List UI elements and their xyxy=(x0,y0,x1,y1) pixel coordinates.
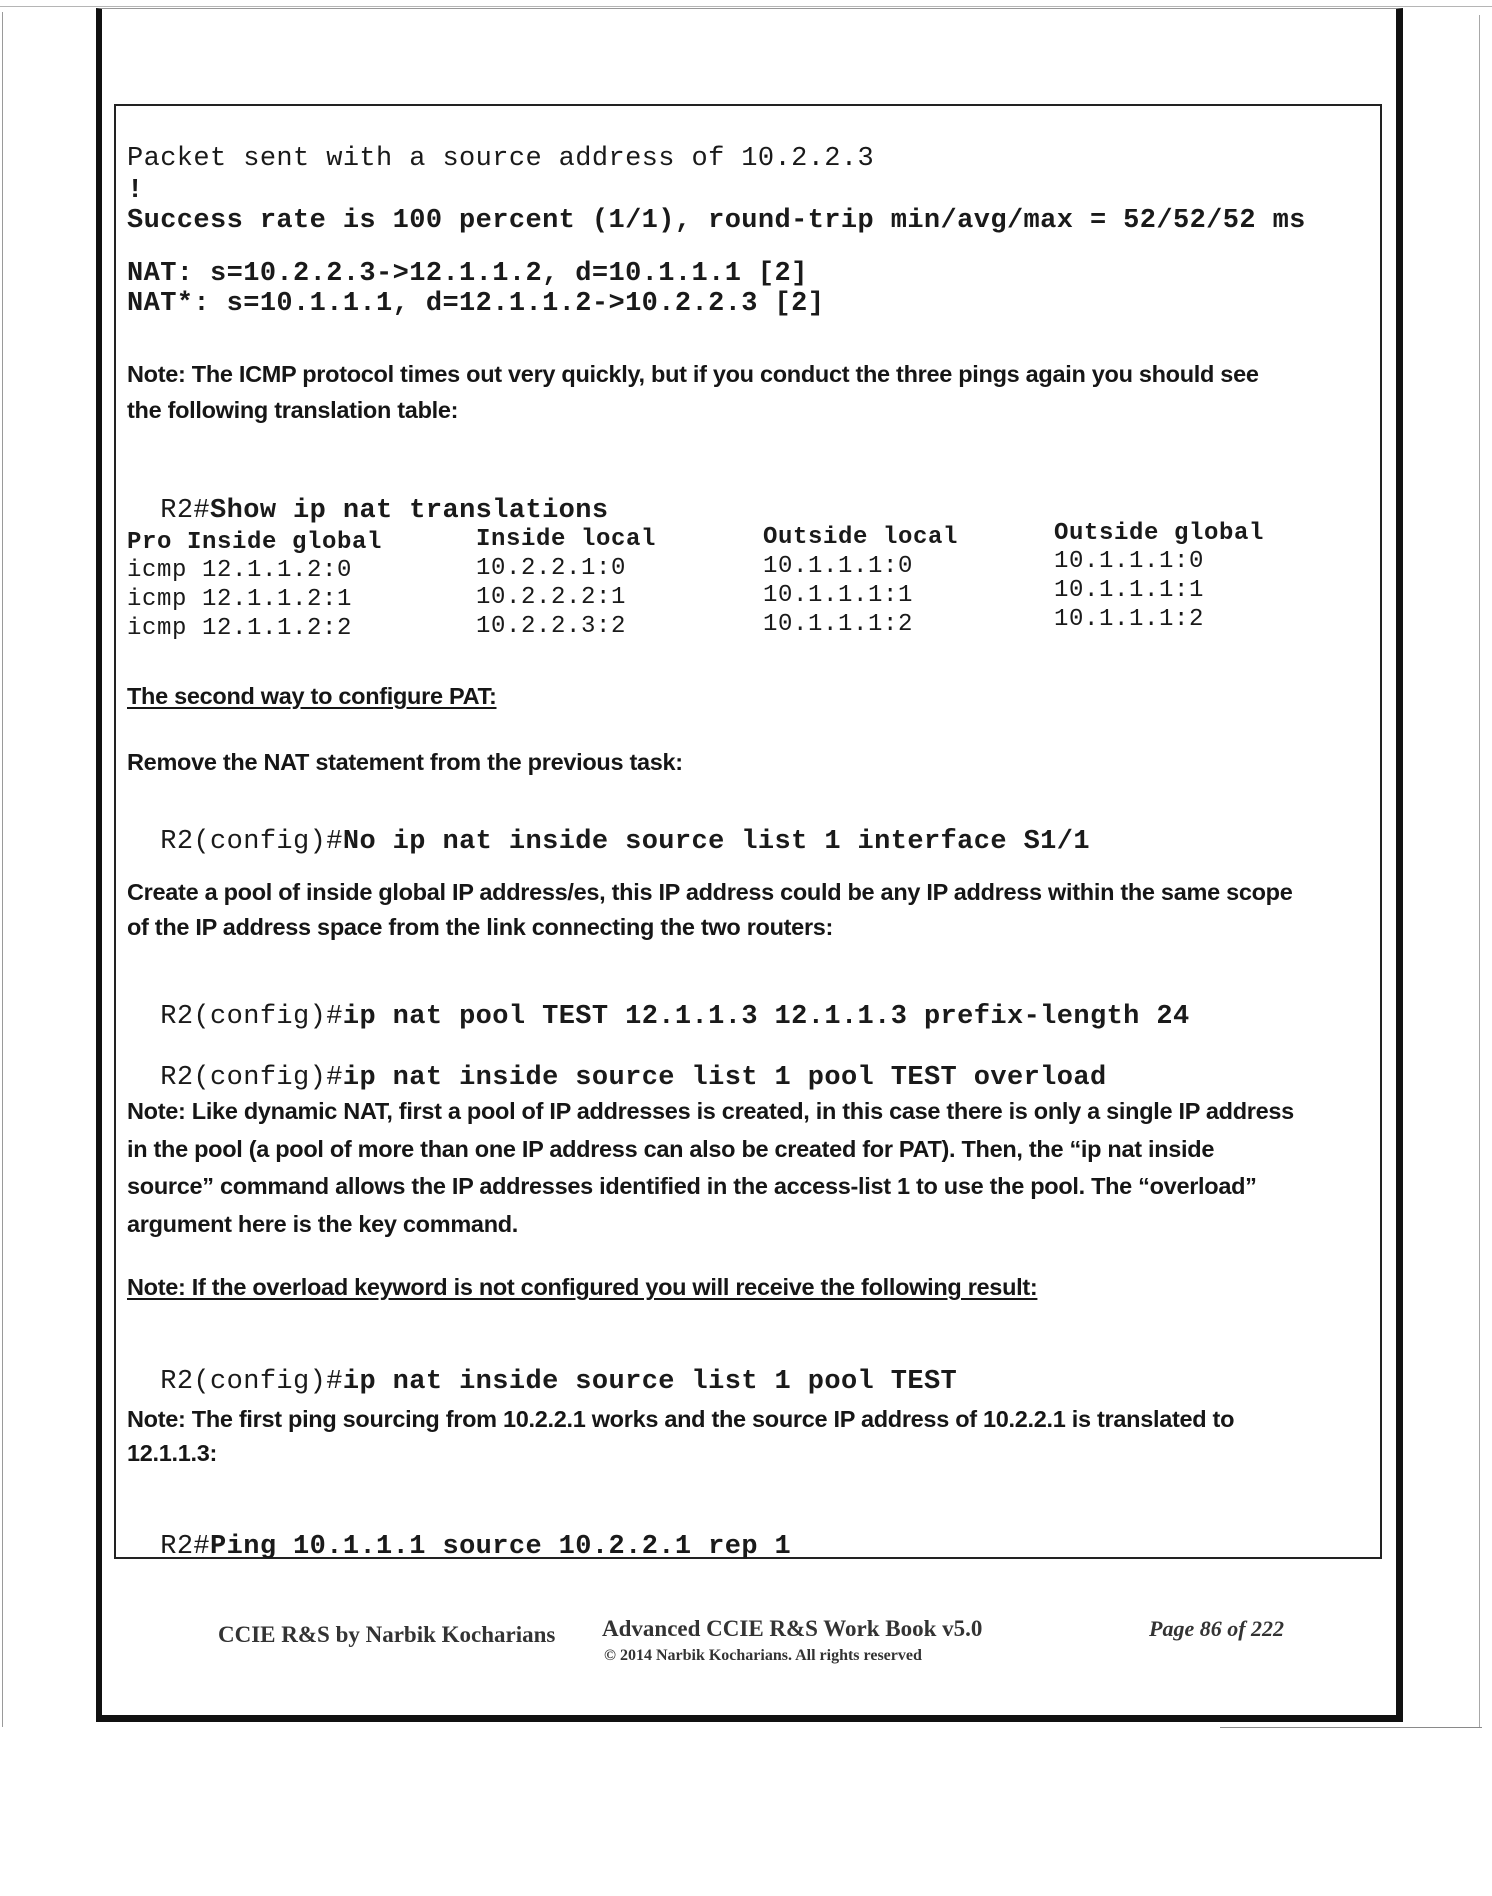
table-cell: 10.2.2.2:1 xyxy=(476,584,627,611)
create-pool-line-2: of the IP address space from the link connecting the two routers: xyxy=(127,914,834,940)
no-nat-command xyxy=(127,797,1090,857)
table-header-inside-local: Inside local xyxy=(476,526,657,553)
footer-copyright: © 2014 Narbik Kocharians. All rights reserved xyxy=(604,1647,922,1664)
remove-instruction: Remove the NAT statement from the previous task: xyxy=(127,749,683,775)
scan-edge-bottom xyxy=(1220,1727,1482,1728)
table-cell: 10.1.1.1:0 xyxy=(1054,548,1205,575)
footer-page-number: Page 86 of 222 xyxy=(1149,1616,1285,1641)
cli-command: Ping 10.1.1.1 source 10.2.2.1 rep 1 xyxy=(210,1532,792,1562)
note-dynamic-line-4: argument here is the key command. xyxy=(127,1211,519,1237)
create-pool-line-1: Create a pool of inside global IP address/es, this IP address could be any IP address within the same scope xyxy=(127,879,1293,905)
cli-prompt: R2(config)# xyxy=(160,1002,343,1032)
cli-prompt: R2# xyxy=(160,1532,211,1562)
table-cell: 10.1.1.1:1 xyxy=(1054,577,1205,604)
packet-sent-line: Packet sent with a source address of 10.2.2.3 xyxy=(127,144,875,174)
ping-success-mark: ! xyxy=(127,176,144,206)
scan-edge-right xyxy=(1479,15,1480,1727)
table-cell: 10.1.1.1:1 xyxy=(763,582,914,609)
scan-edge-top xyxy=(0,6,1492,7)
table-cell: 10.2.2.1:0 xyxy=(476,555,627,582)
table-header-pro-inside-global: Pro Inside global xyxy=(127,529,383,556)
show-nat-command xyxy=(127,466,609,526)
cli-prompt: R2# xyxy=(160,496,211,526)
note-icmp-line-2: the following translation table: xyxy=(127,397,459,423)
nat-debug-line-1: NAT: s=10.2.2.3->12.1.1.2, d=10.1.1.1 [2] xyxy=(127,259,808,289)
cli-command: No ip nat inside source list 1 interface S1/1 xyxy=(342,827,1090,857)
nat-pool-command xyxy=(127,972,1190,1032)
note-dynamic-line-1: Note: Like dynamic NAT, first a pool of IP addresses is created, in this case there is only a single IP address xyxy=(127,1098,1294,1124)
footer-book-title: Advanced CCIE R&S Work Book v5.0 xyxy=(602,1616,983,1641)
scan-edge-left xyxy=(2,12,3,1727)
cli-command: ip nat inside source list 1 pool TEST xyxy=(342,1367,958,1397)
table-cell: 10.1.1.1:0 xyxy=(763,553,914,580)
note-dynamic-line-2: in the pool (a pool of more than one IP address can also be created for PAT). Then, the “ip nat inside xyxy=(127,1136,1215,1162)
table-cell: 10.2.2.3:2 xyxy=(476,613,627,640)
cli-command: ip nat pool TEST 12.1.1.3 12.1.1.3 prefix-length 24 xyxy=(342,1002,1190,1032)
note-icmp-line-1: Note: The ICMP protocol times out very quickly, but if you conduct the three pings again you should see xyxy=(127,361,1259,387)
nat-debug-line-2: NAT*: s=10.1.1.1, d=12.1.1.2->10.2.2.3 [2] xyxy=(127,289,825,319)
table-cell: icmp 12.1.1.2:0 xyxy=(127,557,353,584)
table-cell: 10.1.1.1:2 xyxy=(763,611,914,638)
note-no-overload: Note: If the overload keyword is not configured you will receive the following result: xyxy=(127,1274,1038,1300)
nat-no-overload-command xyxy=(127,1337,957,1397)
note-first-ping-line-2: 12.1.1.3: xyxy=(127,1440,218,1466)
cli-command: Show ip nat translations xyxy=(210,496,609,526)
cli-prompt: R2(config)# xyxy=(160,1367,343,1397)
table-cell: 10.1.1.1:2 xyxy=(1054,606,1205,633)
cli-prompt: R2(config)# xyxy=(160,827,343,857)
success-rate-line: Success rate is 100 percent (1/1), round-trip min/avg/max = 52/52/52 ms xyxy=(127,206,1306,236)
table-header-outside-global: Outside global xyxy=(1054,520,1265,547)
ping-command xyxy=(127,1502,791,1562)
footer-author: CCIE R&S by Narbik Kocharians xyxy=(218,1622,556,1647)
section-heading: The second way to configure PAT: xyxy=(127,683,497,709)
cli-command: ip nat inside source list 1 pool TEST overload xyxy=(342,1063,1107,1093)
nat-overload-command xyxy=(127,1033,1107,1093)
table-header-outside-local: Outside local xyxy=(763,524,959,551)
table-cell: icmp 12.1.1.2:2 xyxy=(127,615,353,642)
cli-prompt: R2(config)# xyxy=(160,1063,343,1093)
note-first-ping-line-1: Note: The first ping sourcing from 10.2.2.1 works and the source IP address of 10.2.2.1 is translated to xyxy=(127,1406,1235,1432)
note-dynamic-line-3: source” command allows the IP addresses identified in the access-list 1 to use the pool. The “overload” xyxy=(127,1173,1257,1199)
table-cell: icmp 12.1.1.2:1 xyxy=(127,586,353,613)
